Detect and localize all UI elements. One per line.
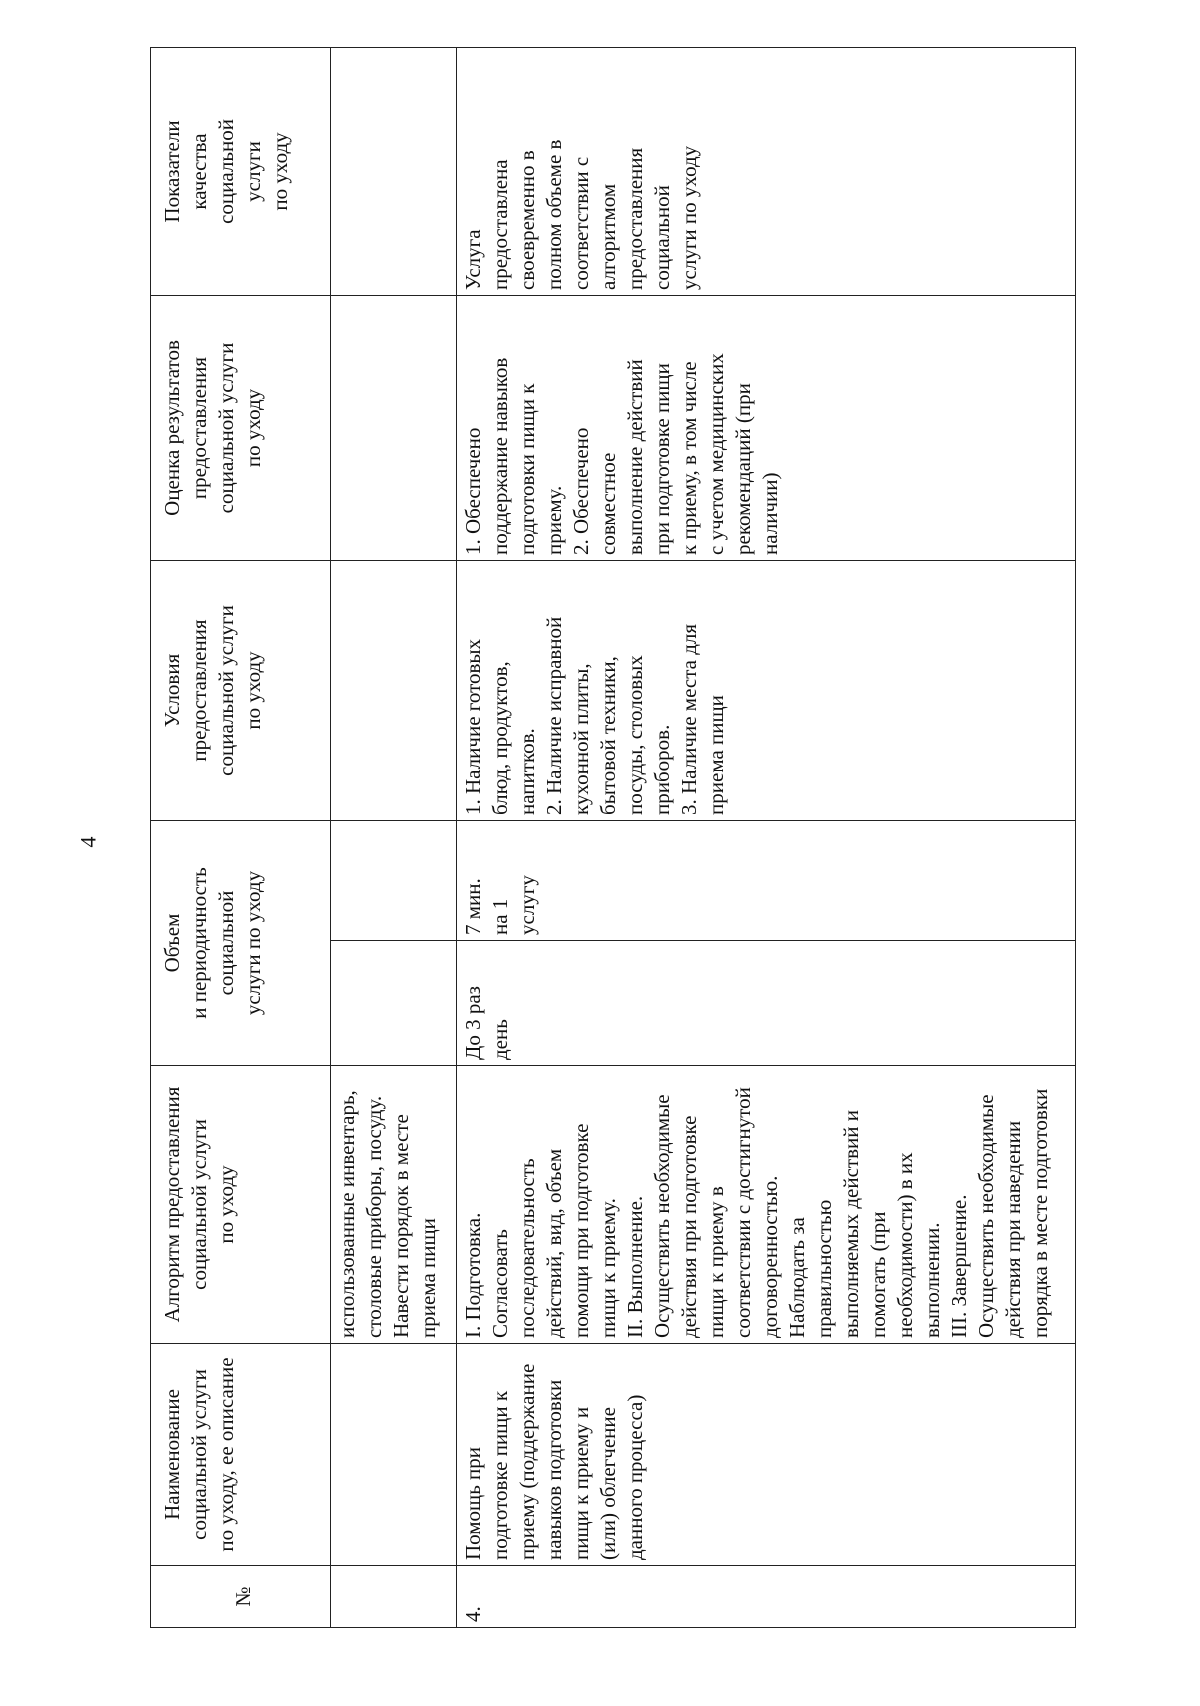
text-line: услуги bbox=[241, 141, 265, 202]
text-line: соответствии с bbox=[569, 156, 593, 290]
text-line: договоренностью. bbox=[758, 1175, 782, 1338]
text-line: правильностью bbox=[812, 1199, 836, 1338]
text-line: Условия bbox=[160, 653, 184, 728]
header-no bbox=[151, 1566, 331, 1628]
cont-conditions bbox=[331, 560, 457, 820]
text-line: приема пищи bbox=[704, 695, 728, 815]
text-line: предоставлена bbox=[488, 159, 512, 290]
text-line: приему. bbox=[542, 485, 566, 555]
text-line: социальной bbox=[214, 119, 238, 224]
text-line: 1. Наличие готовых bbox=[461, 638, 485, 815]
text-line: соответствии с достигнутой bbox=[731, 1087, 755, 1338]
text-line: предоставления bbox=[187, 356, 211, 500]
text-line: помощи при подготовке bbox=[569, 1123, 593, 1338]
text-line: До 3 раз bbox=[461, 986, 485, 1060]
text-line: услуги по уходу bbox=[677, 145, 701, 290]
text-line: Оценка результатов bbox=[160, 340, 184, 516]
text-line: приборов. bbox=[650, 724, 674, 815]
text-line: 2. Обеспечено bbox=[569, 427, 593, 555]
cont-algorithm bbox=[331, 1066, 457, 1344]
text-line: на 1 bbox=[488, 898, 512, 935]
text-line: напитков. bbox=[515, 728, 539, 815]
text-line: II. Выполнение. bbox=[623, 1195, 647, 1338]
text-line: пищи к приему и bbox=[569, 1406, 593, 1560]
text-line: социальной услуги bbox=[187, 1119, 211, 1290]
text-line: I. Подготовка. bbox=[461, 1212, 485, 1338]
text-line: социальной bbox=[650, 185, 674, 290]
text-line: алгоритмом bbox=[596, 183, 620, 290]
cont-duration bbox=[331, 820, 457, 940]
text-line: по уходу bbox=[241, 651, 265, 730]
cont-name bbox=[331, 1344, 457, 1566]
text-line: предоставления bbox=[187, 619, 211, 762]
text-line: социальной услуги bbox=[214, 342, 238, 514]
text-line: 1. Обеспечено bbox=[461, 427, 485, 555]
text-line: использованные инвентарь, bbox=[335, 1090, 359, 1338]
table-row bbox=[457, 47, 1076, 1627]
row4-conditions bbox=[457, 560, 1076, 820]
row4-evaluation bbox=[457, 295, 1076, 560]
row4-duration bbox=[457, 820, 1076, 940]
text-line: блюд, продуктов, bbox=[488, 661, 512, 815]
text-line: последовательность bbox=[515, 1158, 539, 1338]
continuation-row bbox=[331, 47, 457, 1627]
text-line: услугу bbox=[515, 875, 539, 935]
text-line: Наблюдать за bbox=[785, 1217, 809, 1338]
text-line: качества bbox=[187, 133, 211, 210]
text-line: Навести порядок в месте bbox=[389, 1114, 413, 1338]
text-line: подготовки пищи к bbox=[515, 383, 539, 555]
text-line: к приему, в том числе bbox=[677, 361, 701, 555]
text-line: 3. Наличие места для bbox=[677, 623, 701, 815]
text-line: выполнении. bbox=[920, 1222, 944, 1338]
header-volume bbox=[151, 820, 331, 1065]
row4-algorithm bbox=[457, 1066, 1076, 1344]
text-line: бытовой техники, bbox=[596, 656, 620, 815]
text-line: пищи к приему. bbox=[596, 1198, 620, 1338]
text-line: пищи к приему в bbox=[704, 1186, 728, 1338]
row4-no-text: 4. bbox=[461, 1606, 485, 1622]
text-line: выполняемых действий и bbox=[839, 1110, 863, 1338]
text-line: по уходу bbox=[214, 1165, 238, 1244]
row4-name bbox=[457, 1344, 1076, 1566]
text-line: 2. Наличие исправной bbox=[542, 616, 566, 815]
rotated-table-wrapper bbox=[150, 48, 1076, 1628]
header-algorithm bbox=[151, 1066, 331, 1344]
text-line: Объем bbox=[160, 913, 184, 973]
text-line: (или) облегчение bbox=[596, 1407, 620, 1560]
text-line: день bbox=[488, 1019, 512, 1060]
text-line: своевременно в bbox=[515, 150, 539, 290]
text-line: III. Завершение. bbox=[947, 1194, 971, 1338]
text-line: рекомендаций (при bbox=[731, 383, 755, 555]
text-line: подготовке пищи к bbox=[488, 1390, 512, 1560]
text-line: действия при подготовке bbox=[677, 1115, 701, 1338]
text-line: услуги по уходу bbox=[241, 870, 265, 1016]
social-services-table bbox=[150, 47, 1076, 1628]
text-line: при подготовке пищи bbox=[650, 363, 674, 555]
text-line: действия при наведении bbox=[1001, 1120, 1025, 1338]
header-name bbox=[151, 1344, 331, 1566]
header-conditions bbox=[151, 560, 331, 820]
header-no-text: № bbox=[230, 1586, 255, 1607]
page-number: 4 bbox=[75, 836, 101, 848]
text-line: социальной услуги bbox=[187, 1369, 211, 1540]
text-line: приему (поддержание bbox=[515, 1363, 539, 1560]
text-line: 7 мин. bbox=[461, 878, 485, 935]
text-line: посуды, столовых bbox=[623, 655, 647, 815]
text-line: Согласовать bbox=[488, 1229, 512, 1338]
text-line: с учетом медицинских bbox=[704, 353, 728, 555]
text-line: Показатели bbox=[160, 120, 184, 223]
text-line: предоставления bbox=[623, 147, 647, 290]
row4-frequency bbox=[457, 941, 1076, 1066]
text-line: Осуществить необходимые bbox=[650, 1094, 674, 1338]
header-row bbox=[151, 47, 331, 1627]
text-line: данного процесса) bbox=[623, 1394, 647, 1560]
cont-no bbox=[331, 1566, 457, 1628]
text-line: столовые приборы, посуду. bbox=[362, 1095, 386, 1338]
text-line: полном объеме в bbox=[542, 139, 566, 290]
row4-quality bbox=[457, 47, 1076, 295]
text-line: поддержание навыков bbox=[488, 357, 512, 555]
text-line: Помощь при bbox=[461, 1446, 485, 1560]
text-line: порядка в месте подготовки bbox=[1028, 1088, 1052, 1338]
header-quality bbox=[151, 47, 331, 295]
text-line: навыков подготовки bbox=[542, 1379, 566, 1560]
cont-evaluation bbox=[331, 295, 457, 560]
text-line: социальной услуги bbox=[214, 605, 238, 776]
text-line: по уходу bbox=[241, 388, 265, 468]
header-evaluation bbox=[151, 295, 331, 560]
text-line: Услуга bbox=[461, 229, 485, 290]
text-line: действий, вид, объем bbox=[542, 1148, 566, 1338]
text-line: помогать (при bbox=[866, 1211, 890, 1338]
text-line: совместное bbox=[596, 452, 620, 555]
text-line: по уходу bbox=[268, 132, 292, 211]
cont-quality bbox=[331, 47, 457, 295]
row4-no bbox=[457, 1566, 1076, 1628]
text-line: приема пищи bbox=[416, 1218, 440, 1338]
text-line: Наименование bbox=[160, 1389, 184, 1520]
text-line: Осуществить необходимые bbox=[974, 1094, 998, 1338]
text-line: по уходу, ее описание bbox=[214, 1357, 238, 1552]
text-line: необходимости) в их bbox=[893, 1152, 917, 1338]
text-line: выполнение действий bbox=[623, 359, 647, 555]
text-line: социальной bbox=[214, 890, 238, 996]
text-line: наличии) bbox=[758, 472, 782, 555]
cont-frequency bbox=[331, 941, 457, 1066]
text-line: кухонной плиты, bbox=[569, 663, 593, 815]
text-line: и периодичность bbox=[187, 867, 211, 1019]
text-line: Алгоритм предоставления bbox=[160, 1086, 184, 1323]
